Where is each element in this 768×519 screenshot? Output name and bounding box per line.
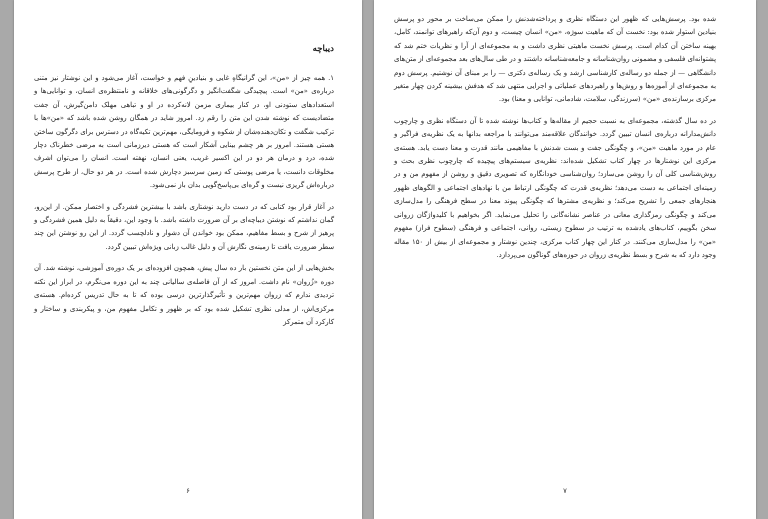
right-page xyxy=(374,0,756,519)
paragraph: بخش‌هایی از این متن نخستین بار ده سال پیش، همچون افزوده‌ای بر یک دوره‌ی آموزشی، نوشته شد. آن دوره «زُروان» نام داشت. امروز که از آن فاصله‌ی سالیانی چند به این دوره می‌نگرم، در ابراز این نکته تردیدی ندارم که زروان مهم‌ترین و تأثیرگذارترین درسی بوده که تا به حال تدریس کرده‌ام. هسته‌ی مرکزی‌اش، از مدلی نظری تشکیل شده بود که بر ظهور و تکامل مفهوم من، و پیکربندی و ساختار و کارکرد آن متمرکز xyxy=(34,264,334,326)
page-number: ۶ xyxy=(186,487,190,495)
paragraph: ۱. همه چیز از «من»، این گرانیگاهِ غایی و بنیادینِ فهم و خواست، آغاز می‌شود و این نوشتار نیز متنی درباره‌ی «من» است. پیچیدگی شگفت‌انگیز و دگرگونی‌های خلاقانه و نامنتظره‌ی انسان، و توانایی‌ها و استعدادهای ستودنی او، در کنار بیماری مزمن لانه‌کرده در او و تباهی مهلک دامن‌گیرش، آن جفت متضادیست که نوشته شدن این متن را رقم زد. امروز شاید در همگان روشن شده باشد که «من»ها با ترکیب شگفت و تکان‌دهنده‌شان از شکوه و فرومایگی، مهم‌ترین تکیه‌گاه در دسترس برای دگرگون ساختن هستی هستند. امروز بر هر چشم بینایی آشکار است که هستی دیرزمانی است به مرضی خطرناک دچار شده، درد و درمان هر دو در این اکسیر غریب، یعنی انسان، نهفته است. انسان را می‌توان اشرف مخلوقات دانست، یا مرضی پوستی که زمین سرسبز دچارش شده است. در هر دو حال، از طرح پرسش درباره‌اش گریزی نیست و گره‌ای بی‌پاسخ‌گویی بدان باز نمی‌شود. xyxy=(34,74,334,190)
page-number: ۷ xyxy=(563,487,567,495)
paragraph: در ده سال گذشته، مجموعه‌ای به نسبت حجیم از مقاله‌ها و کتاب‌ها نوشته شده تا آن دستگاه نظری و چارچوب دانش‌مدارانه درباره‌ی انسان تبیین گردد. خوانندگان علاقه‌مند می‌توانند با مراجعه بدانها به یک نظریه‌ی فراگیر و عام در مورد ماهیت «من»، و چگونگی جفت و بست شدنش با مفاهیمی مانند قدرت و معنا دست یابد. هسته‌ی مرکزی این نوشتارها در چهار کتاب تشکیل شده‌اند: نظریه‌ی سیستم‌های پیچیده که چارچوب نظری بحث و روش‌شناسی کلی آن را روشن می‌سازد؛ روان‌شناسی خودانگاره که تصویری دقیق و روشن از مفهوم من و در زمینه‌ای اجتماعی به دست می‌دهد؛ نظریه‌ی قدرت که چگونگی ارتباط من با نهادهای اجتماعی و الگوهای ظهور هنجارهای جمعی را تشریح می‌کند؛ و نظریه‌ی مشترها که چگونگی پیوند معنا در سطح فرهنگی را مدل‌سازی می‌کند و چگونگی رمزگذاری معانی در عناصر نشانه‌گانی را تحلیل می‌نماید. اگر بخواهیم با کلیدواژگان زروانی سخن بگوییم، کتاب‌های یادشده به ترتیب در سطوح زیستی، روانی، اجتماعی و فرهنگی (سطوح فراز) مفهوم «من» را مدل‌سازی می‌کنند. در کنار این چهار کتاب مرکزی، چندین نوشتار و مجموعه‌ای از بیش از ۱۵۰ مقاله وجود دارد که به شرح و بسط نظریه‌ی زروان در حوزه‌های گوناگون می‌پردازد. xyxy=(394,116,717,259)
page-title: دیباچه xyxy=(312,44,334,54)
paragraph: شده بود. پرسش‌هایی که ظهور این دستگاه نظری و پرداخته‌شدنش را ممکن می‌ساخت بر محور دو پرسش بنیادین استوار شده بود: نخست آن که ماهیت سوژه، «من» انسان چیست، و دوم آن‌که راهبرهای توانمند، کامل، بهینه ساختن آن کدام است. پرسش نخست ماهیتی نظری داشت و به مجموعه‌ای از آرا و نظریات ختم شد که پشتوانه‌ای فلسفی و مضمونی روان‌شناسانه و جامعه‌شناسانه داشتند و در طی سال‌های بعد مجموعه‌ای از متن‌های دانشگاهی — از جمله دو رساله‌ی کارشناسی ارشد و یک رساله‌ی دکتری — را بر مبنای آن نوشتیم. پرسش دوم به مجموعه‌ای از آموزه‌ها و روش‌ها و راهبردهای عملیاتی و اجرایی منتهی شد که هدفش بیشینه کردن چهار متغیر مرکزی برسازنده‌ی «من» (سرزندگی، سلامت، شادمانی، توانایی و معنا) بود. xyxy=(394,15,716,104)
left-page xyxy=(14,0,362,519)
paragraph: در آغاز قرار بود کتابی که در دست دارید نوشتاری باشد با بیشترین فشردگی و اختصار ممکن. از این‌رو، گمان نداشتم که نوشتن دیباچه‌ای بر آن ضرورت داشته باشد. با وجود این، دقیقاً به دلیل همین فشردگی و پرهیز از شرح و بسط مفاهیم، ممکن بود خواندن آن دشوار و نادلچسب گردد. از این رو نوشتن این چند سطر ضرورت یافت تا زمینه‌ی نگارش آن و دلیل غالب زبانی ویژه‌اش تبیین گردد. xyxy=(34,202,334,251)
